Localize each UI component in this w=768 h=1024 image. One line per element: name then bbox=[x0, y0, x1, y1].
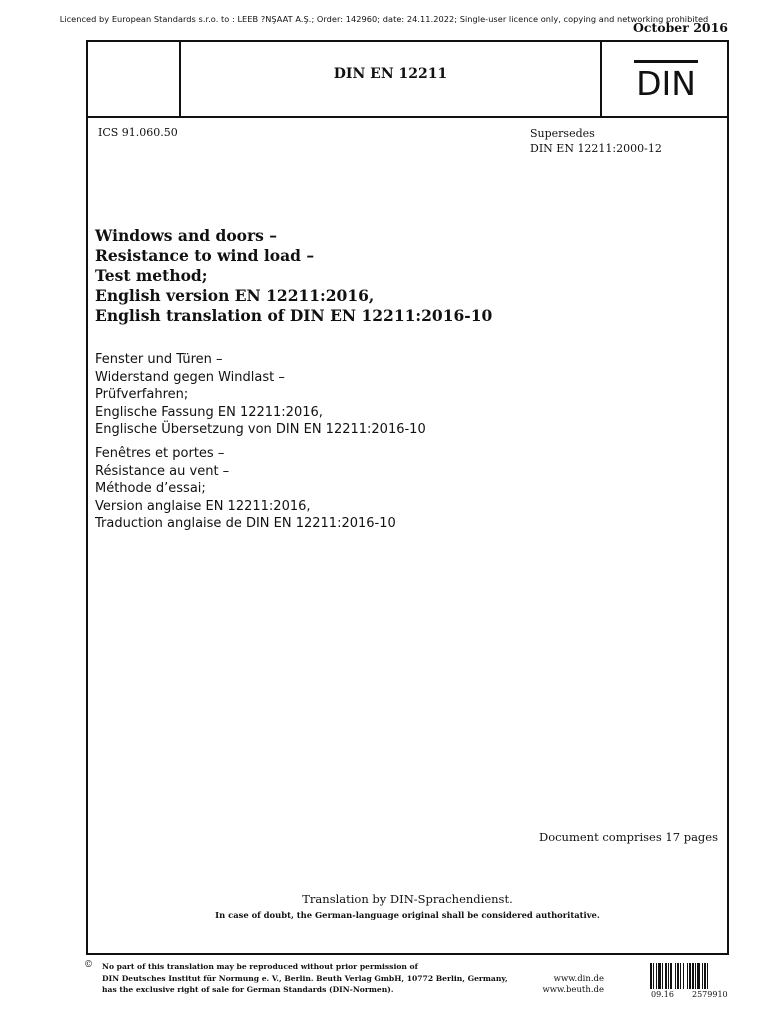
website-din[interactable]: www.din.de bbox=[553, 974, 604, 984]
din-logo-text: DIN bbox=[636, 64, 696, 98]
barcode bbox=[650, 963, 730, 989]
header-divider bbox=[86, 116, 729, 118]
footer-divider bbox=[86, 953, 729, 955]
copyright-icon: © bbox=[84, 960, 93, 970]
title-de-line: Fenster und Türen – bbox=[95, 352, 223, 367]
copyright-notice bbox=[102, 961, 508, 996]
barcode-bar bbox=[665, 963, 667, 989]
title-fr-line: Version anglaise EN 12211:2016, bbox=[95, 498, 311, 514]
barcode-bar bbox=[692, 963, 694, 989]
barcode-bar bbox=[697, 963, 700, 989]
standard-number: DIN EN 12211 bbox=[333, 66, 448, 82]
page-count: Document comprises 17 pages bbox=[538, 830, 718, 844]
title-de-line: Englische Fassung EN 12211:2016, bbox=[95, 404, 323, 420]
title-fr-line: Méthode d’essai; bbox=[95, 481, 206, 497]
title-de-line: Englische Übersetzung von DIN EN 12211:2016-10 bbox=[95, 422, 426, 438]
barcode-bar bbox=[675, 963, 676, 989]
title-de-line: Prüfverfahren; bbox=[95, 387, 189, 403]
title-en-line: Windows and doors – bbox=[95, 226, 278, 245]
title-fr-line: Traduction anglaise de DIN EN 12211:2016-10 bbox=[95, 516, 396, 532]
barcode-bar bbox=[689, 963, 691, 989]
barcode-bar bbox=[702, 963, 703, 989]
barcode-bar bbox=[668, 963, 669, 989]
barcode-bar bbox=[658, 963, 661, 989]
supersedes bbox=[530, 126, 662, 156]
barcode-bar bbox=[687, 963, 688, 989]
title-german bbox=[95, 351, 426, 439]
title-french bbox=[95, 445, 396, 533]
title-english bbox=[95, 226, 492, 326]
barcode-bar bbox=[670, 963, 672, 989]
title-fr-line: Résistance au vent – bbox=[95, 463, 230, 479]
authority-note: In case of doubt, the German-language original shall be considered authoritative. bbox=[215, 910, 600, 920]
title-en-line: English version EN 12211:2016, bbox=[95, 286, 375, 305]
supersedes-label: Supersedes bbox=[530, 127, 595, 140]
publication-date: October 2016 bbox=[632, 20, 728, 35]
barcode-bar bbox=[704, 963, 706, 989]
barcode-bar bbox=[707, 963, 708, 989]
notice-line: DIN Deutsches Institut für Normung e. V., Berlin. Beuth Verlag GmbH, 10772 Berlin, Germany, bbox=[102, 973, 508, 983]
translation-note: Translation by DIN-Sprachendienst. bbox=[302, 892, 513, 906]
barcode-bar bbox=[683, 963, 684, 989]
barcode-date: 09.16 bbox=[651, 990, 674, 999]
title-en-line: Test method; bbox=[95, 266, 208, 285]
barcode-bar bbox=[695, 963, 696, 989]
barcode-number: 2579910 bbox=[692, 990, 728, 999]
title-fr-line: Fenêtres et portes – bbox=[95, 446, 225, 461]
title-en-line: Resistance to wind load – bbox=[95, 246, 315, 265]
header-divider-right bbox=[600, 40, 602, 117]
notice-line: No part of this translation may be reproduced without prior permission of bbox=[102, 962, 418, 971]
websites bbox=[538, 974, 604, 995]
licence-notice: Licenced by European Standards s.r.o. to : LEEB ?NŞAAT A.Ş.; Order: 142960; date: 24.11.2022; Single-user licence only, copying and networking prohibited bbox=[59, 14, 709, 24]
notice-line: has the exclusive right of sale for German Standards (DIN-Normen). bbox=[102, 985, 394, 995]
barcode-bar bbox=[680, 963, 681, 989]
title-de-line: Widerstand gegen Windlast – bbox=[95, 369, 285, 385]
barcode-bar bbox=[662, 963, 663, 989]
barcode-bar bbox=[677, 963, 679, 989]
barcode-bar bbox=[656, 963, 657, 989]
title-en-line: English translation of DIN EN 12211:2016-10 bbox=[95, 306, 493, 325]
barcode-bar bbox=[653, 963, 654, 989]
website-beuth[interactable]: www.beuth.de bbox=[542, 984, 604, 995]
barcode-bar bbox=[650, 963, 652, 989]
din-logo bbox=[634, 60, 698, 98]
supersedes-value: DIN EN 12211:2000-12 bbox=[530, 142, 662, 155]
ics-code: ICS 91.060.50 bbox=[98, 126, 178, 139]
